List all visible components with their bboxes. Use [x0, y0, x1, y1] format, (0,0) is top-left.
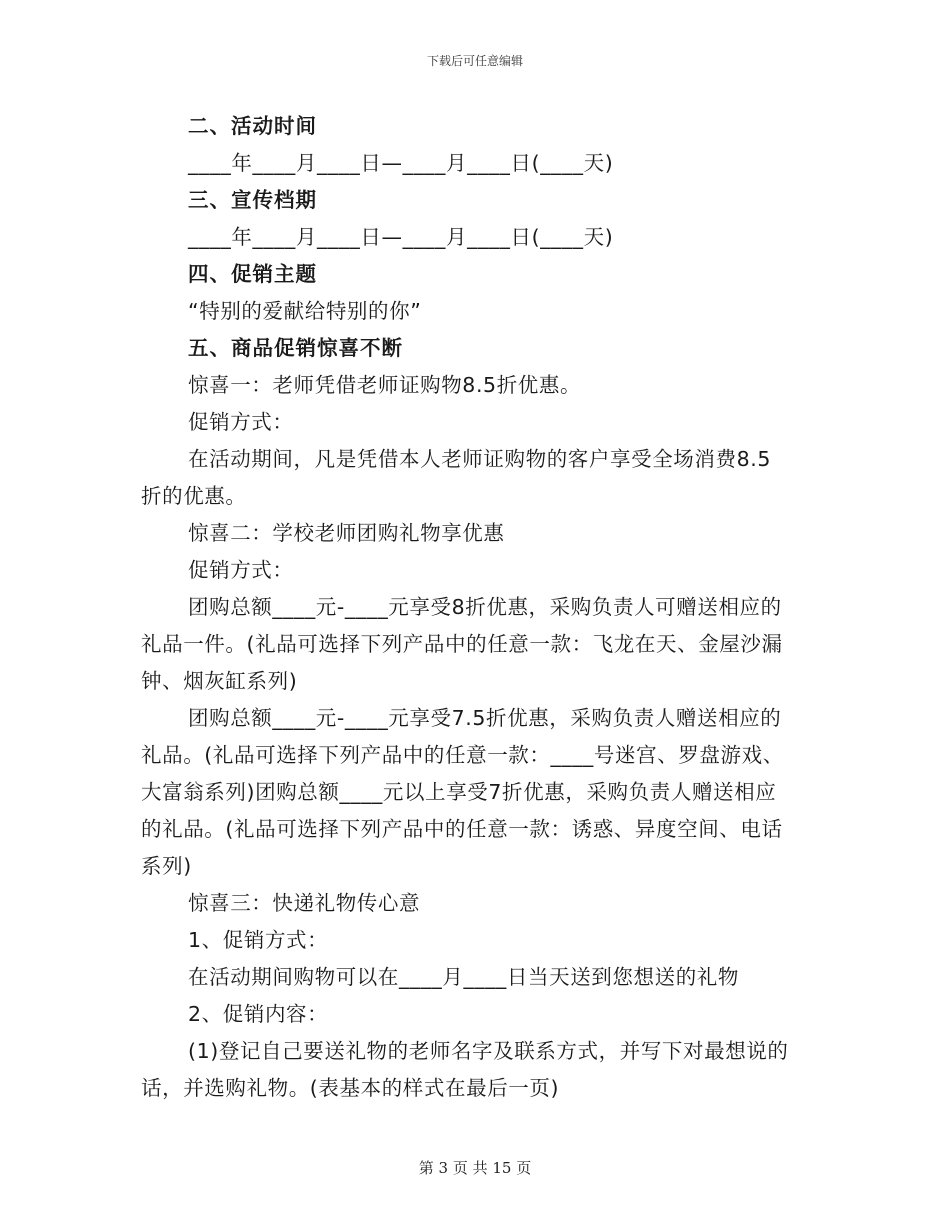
section-heading-activity-time: 二、活动时间 — [188, 114, 317, 138]
date-range-line: ____年____月____日—____月____日(____天) — [188, 225, 614, 249]
paragraph-line: 话，并选购礼物。(表基本的样式在最后一页) — [141, 1076, 560, 1100]
page-header: 下载后可任意编辑 — [426, 54, 523, 68]
paragraph-line: 钟、烟灰缸系列) — [141, 669, 298, 693]
paragraph — [141, 700, 811, 885]
section-heading-promo-schedule: 三、宣传档期 — [188, 188, 317, 212]
promo-method-label: 促销方式： — [188, 410, 294, 434]
list-item-label: 1、促销方式： — [188, 928, 329, 952]
surprise-three-title: 惊喜三：快递礼物传心意 — [188, 891, 421, 915]
paragraph — [141, 589, 811, 700]
paragraph-line: 折的优惠。 — [141, 484, 247, 508]
section-heading-theme: 四、促销主题 — [188, 262, 317, 286]
document-body — [141, 108, 811, 1107]
paragraph-line: 在活动期间，凡是凭借本人老师证购物的客户享受全场消费8.5 — [188, 447, 771, 471]
list-item-label: 2、促销内容： — [188, 1002, 329, 1026]
paragraph-line: 礼品一件。(礼品可选择下列产品中的任意一款：飞龙在天、金屋沙漏 — [141, 632, 783, 656]
paragraph-line: 团购总额____元-____元享受8折优惠，采购负责人可赠送相应的 — [188, 595, 782, 619]
date-range-line: ____年____月____日—____月____日(____天) — [188, 151, 614, 175]
theme-text: “特别的爱献给特别的你” — [188, 299, 422, 323]
surprise-one-title: 惊喜一：老师凭借老师证购物8.5折优惠。 — [188, 373, 582, 397]
paragraph-line: (1)登记自己要送礼物的老师名字及联系方式，并写下对最想说的 — [188, 1039, 789, 1063]
paragraph-line: 礼品。(礼品可选择下列产品中的任意一款：____号迷宫、罗盘游戏、 — [141, 743, 784, 767]
paragraph — [141, 441, 811, 515]
surprise-two-title: 惊喜二：学校老师团购礼物享优惠 — [188, 521, 505, 545]
paragraph — [141, 1033, 811, 1107]
section-heading-surprises: 五、商品促销惊喜不断 — [188, 336, 403, 360]
promo-method-label: 促销方式： — [188, 558, 294, 582]
paragraph-line: 团购总额____元-____元享受7.5折优惠，采购负责人赠送相应的 — [188, 706, 782, 730]
paragraph-line: 的礼品。(礼品可选择下列产品中的任意一款：诱惑、异度空间、电话 — [141, 817, 783, 841]
paragraph-line: 大富翁系列)团购总额____元以上享受7折优惠，采购负责人赠送相应 — [141, 780, 777, 804]
page-number-footer: 第 3 页 共 15 页 — [418, 1159, 532, 1177]
paragraph-line: 系列) — [141, 854, 192, 878]
list-item-body: 在活动期间购物可以在____月____日当天送到您想送的礼物 — [188, 965, 739, 989]
